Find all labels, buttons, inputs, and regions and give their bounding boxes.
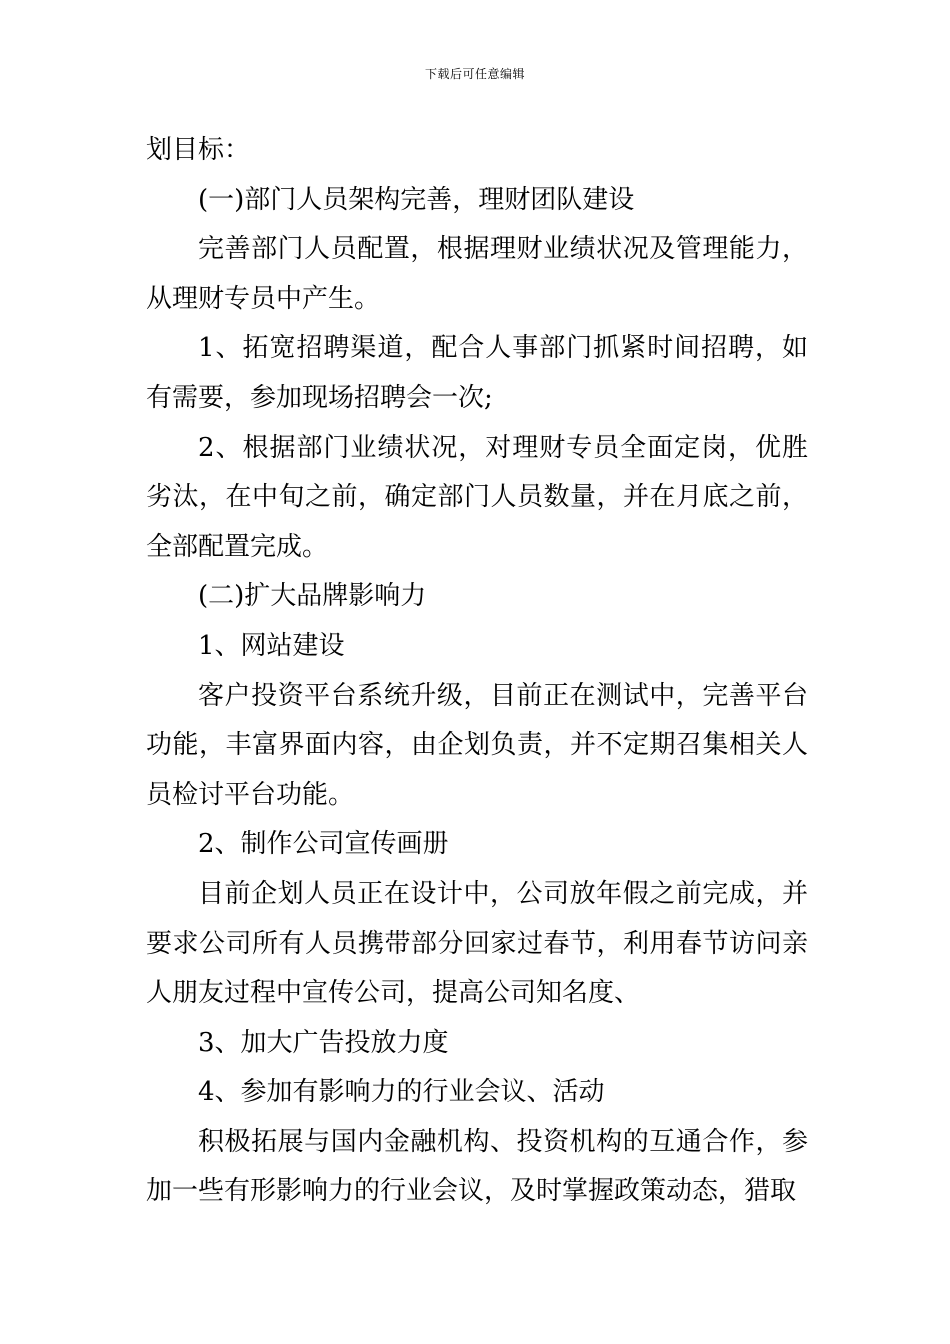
paragraph-positioning: 2、根据部门业绩状况，对理财专员全面定岗，优胜劣汰，在中旬之前，确定部门人员数量，并在月底之前，全部配置完成。 bbox=[146, 432, 808, 562]
page-header: 下载后可任意编辑 bbox=[424, 67, 525, 81]
heading-website: 1、网站建设 bbox=[198, 630, 345, 661]
document-body bbox=[146, 126, 808, 1217]
heading-brochure: 2、制作公司宣传画册 bbox=[198, 829, 449, 860]
heading-section-1: (一)部门人员架构完善，理财团队建设 bbox=[198, 184, 635, 215]
paragraph-staffing: 完善部门人员配置，根据理财业绩状况及管理能力，从理财专员中产生。 bbox=[146, 234, 808, 314]
paragraph-brochure: 目前企划人员正在设计中，公司放年假之前完成，并要求公司所有人员携带部分回家过春节，利用春节访问亲人朋友过程中宣传公司，提高公司知名度、 bbox=[146, 878, 808, 1009]
heading-advertising: 3、加大广告投放力度 bbox=[198, 1027, 449, 1058]
heading-conferences: 4、参加有影响力的行业会议、活动 bbox=[198, 1077, 605, 1108]
paragraph-platform: 客户投资平台系统升级，目前正在测试中，完善平台功能，丰富界面内容，由企划负责，并不定期召集相关人员检讨平台功能。 bbox=[146, 680, 808, 810]
heading-section-2: (二)扩大品牌影响力 bbox=[198, 581, 427, 612]
paragraph-cooperation: 积极拓展与国内金融机构、投资机构的互通合作，参加一些有形影响力的行业会议，及时掌握政策动态，猎取 bbox=[146, 1126, 808, 1207]
paragraph-recruit: 1、拓宽招聘渠道，配合人事部门抓紧时间招聘，如有需要，参加现场招聘会一次; bbox=[146, 333, 808, 413]
paragraph-plan-goal: 划目标： bbox=[146, 135, 251, 165]
